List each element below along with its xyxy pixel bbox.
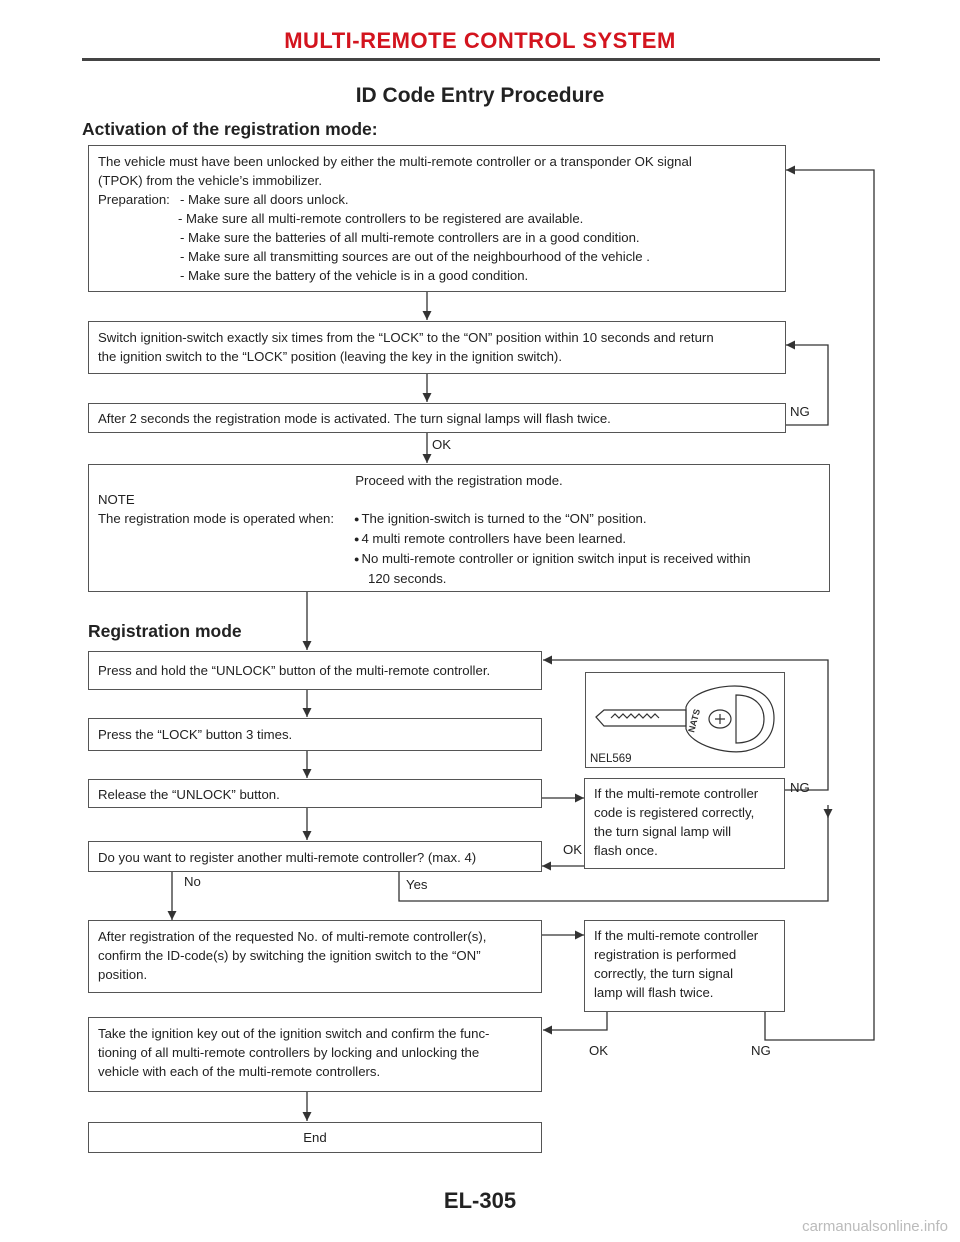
check2-line: lamp will flash twice. xyxy=(594,985,714,1000)
functioning-line: Take the ignition key out of the ignition switch and confirm the func- xyxy=(98,1026,490,1041)
ignition-switch-step-box xyxy=(88,321,786,374)
section-heading-registration: Registration mode xyxy=(88,621,242,641)
activation-box: After 2 seconds the registration mode is activated. The turn signal lamps will flash twice. xyxy=(88,403,786,433)
preparation-label: Preparation: xyxy=(98,192,170,207)
ng-label-check1: NG xyxy=(790,780,810,795)
watermark: carmanualsonline.info xyxy=(802,1218,948,1235)
check2-line: correctly, the turn signal xyxy=(594,966,734,981)
no-label: No xyxy=(184,874,201,889)
precondition-line-2: (TPOK) from the vehicle’s immobilizer. xyxy=(98,173,322,188)
preparation-item: - Make sure the battery of the vehicle is in a good condition. xyxy=(180,268,529,283)
ok-label: OK xyxy=(432,437,452,452)
figure-code: NEL569 xyxy=(590,753,632,765)
check1-line: flash once. xyxy=(594,843,658,858)
key-figure xyxy=(585,672,785,768)
preparation-item: - Make sure the batteries of all multi-remote controllers are in a good condition. xyxy=(180,230,640,245)
check-registered-once-box xyxy=(584,778,785,869)
note-bullet: ● The ignition-switch is turned to the “ON” position. xyxy=(354,509,751,529)
ignition-step-line: the ignition switch to the “LOCK” position (leaving the key in the ignition switch). xyxy=(98,349,562,364)
check1-line: If the multi-remote controller xyxy=(594,786,759,801)
page-title: ID Code Entry Procedure xyxy=(355,84,605,107)
note-heading: Proceed with the registration mode. xyxy=(355,473,563,488)
ng-label-check2: NG xyxy=(751,1043,771,1058)
step-press-unlock: Press and hold the “UNLOCK” button of the multi-remote controller. xyxy=(88,651,542,690)
preparation-item: - Make sure all transmitting sources are out of the neighbourhood of the vehicle . xyxy=(180,249,650,264)
check-registered-twice-box xyxy=(584,920,785,1012)
functioning-line: vehicle with each of the multi-remote controllers. xyxy=(98,1064,381,1079)
page-header: MULTI-REMOTE CONTROL SYSTEM xyxy=(284,28,676,53)
ok-label-check1: OK xyxy=(563,842,583,857)
registration-note-box xyxy=(88,464,830,592)
step-confirm-id-code xyxy=(88,920,542,993)
check2-line: If the multi-remote controller xyxy=(594,928,759,943)
confirm-line: position. xyxy=(98,967,148,982)
step-confirm-functioning xyxy=(88,1017,542,1092)
step-release-unlock: Release the “UNLOCK” button. xyxy=(88,779,542,808)
ok-label-check2: OK xyxy=(589,1043,609,1058)
note-bullet-continuation: 120 seconds. xyxy=(368,571,447,586)
yes-label: Yes xyxy=(406,877,428,892)
note-bullet: ● No multi-remote controller or ignition switch input is received within xyxy=(354,549,751,569)
functioning-line: tioning of all multi-remote controllers by locking and unlocking the xyxy=(98,1045,480,1060)
ng-label: NG xyxy=(790,404,810,419)
confirm-line: After registration of the requested No. of multi-remote controller(s), xyxy=(98,929,487,944)
page-number: EL-305 xyxy=(443,1188,517,1213)
note-bullet: ● 4 multi remote controllers have been learned. xyxy=(354,529,751,549)
preparation-item: - Make sure all multi-remote controllers to be registered are available. xyxy=(178,211,584,226)
precondition-line-1: The vehicle must have been unlocked by either the multi-remote controller or a transponder OK signal xyxy=(98,154,692,169)
nats-text: NATS xyxy=(686,707,703,734)
preparation-item: - Make sure all doors unlock. xyxy=(180,192,349,207)
check1-line: code is registered correctly, xyxy=(594,805,755,820)
ignition-step-line: Switch ignition-switch exactly six times from the “LOCK” to the “ON” position within 10 seconds and return xyxy=(98,330,714,345)
step-press-lock: Press the “LOCK” button 3 times. xyxy=(88,718,542,751)
precondition-box xyxy=(88,145,786,292)
note-label: NOTE xyxy=(98,492,135,507)
step-register-another: Do you want to register another multi-remote controller? (max. 4) xyxy=(88,841,542,872)
confirm-line: confirm the ID-code(s) by switching the ignition switch to the “ON” xyxy=(98,948,481,963)
note-intro: The registration mode is operated when: xyxy=(98,511,335,526)
check2-line: registration is performed xyxy=(594,947,737,962)
check1-line: the turn signal lamp will xyxy=(594,824,732,839)
section-heading-activation: Activation of the registration mode: xyxy=(82,119,378,139)
end-box: End xyxy=(88,1122,542,1153)
